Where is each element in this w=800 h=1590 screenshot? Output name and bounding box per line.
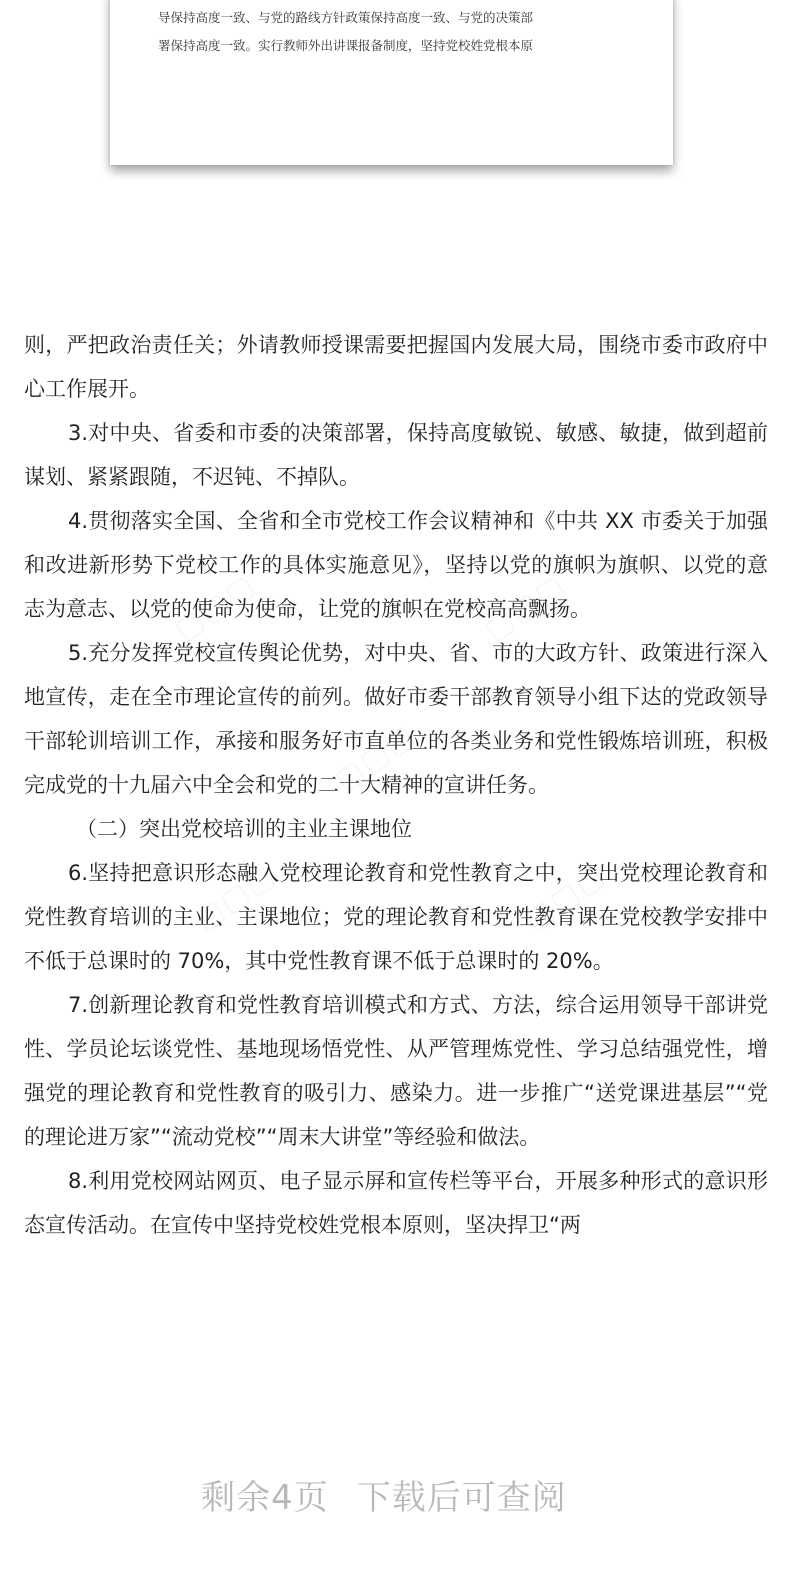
paragraph: 则，严把政治责任关；外请教师授课需要把握国内发展大局，围绕市委市政府中心工作展开。: [24, 333, 768, 401]
preview-line-1: 导保持高度一致、与党的路线方针政策保持高度一致、与党的决策部: [158, 10, 534, 25]
preview-line-2: 署保持高度一致。实行教师外出讲课报备制度，坚持党校姓党根本原: [158, 38, 534, 53]
remaining-pages-label: 剩余4页: [201, 1478, 329, 1518]
paragraph: 8.利用党校网站网页、电子显示屏和宣传栏等平台，开展多种形式的意识形态宣传活动。在宣传中坚持党校姓党根本原则，坚决捍卫“两: [24, 1169, 768, 1237]
previous-page-preview: [110, 0, 673, 165]
paragraph: 7.创新理论教育和党性教育培训模式和方式、方法，综合运用领导干部讲党性、学员论坛谈党性、基地现场悟党性、从严管理炼党性、学习总结强党性，增强党的理论教育和党性教育的吸引力、感染力。进一步推广“送党课进基层”“党的理论进万家”“流动党校”“周末大讲堂”等经验和做法。: [24, 993, 768, 1149]
document-body: [24, 323, 768, 1247]
paragraph: 5.充分发挥党校宣传舆论优势，对中央、省、市的大政方针、政策进行深入地宣传，走在全市理论宣传的前列。做好市委干部教育领导小组下达的党政领导干部轮训培训工作，承接和服务好市直单位的各类业务和党性锻炼培训班，积极完成党的十九届六中全会和党的二十大精神的宣讲任务。: [24, 641, 768, 797]
paragraph: 4.贯彻落实全国、全省和全市党校工作会议精神和《中共 XX 市委关于加强和改进新形势下党校工作的具体实施意见》，坚持以党的旗帜为旗帜、以党的意志为意志、以党的使命为使命，让党的旗帜在党校高高飘扬。: [24, 509, 768, 621]
section-heading: （二）突出党校培训的主业主课地位: [76, 817, 412, 841]
paragraph: 3.对中央、省委和市委的决策部署，保持高度敏锐、敏感、敏捷，做到超前谋划、紧紧跟随，不迟钝、不掉队。: [24, 421, 768, 489]
download-to-view-label: 下载后可查阅: [356, 1478, 567, 1518]
download-prompt[interactable]: [0, 1470, 768, 1519]
paragraph: 6.坚持把意识形态融入党校理论教育和党性教育之中，突出党校理论教育和党性教育培训的主业、主课地位；党的理论教育和党性教育课在党校教学安排中不低于总课时的 70%，其中党性教育课不低于总课时的 20%。: [24, 861, 768, 973]
